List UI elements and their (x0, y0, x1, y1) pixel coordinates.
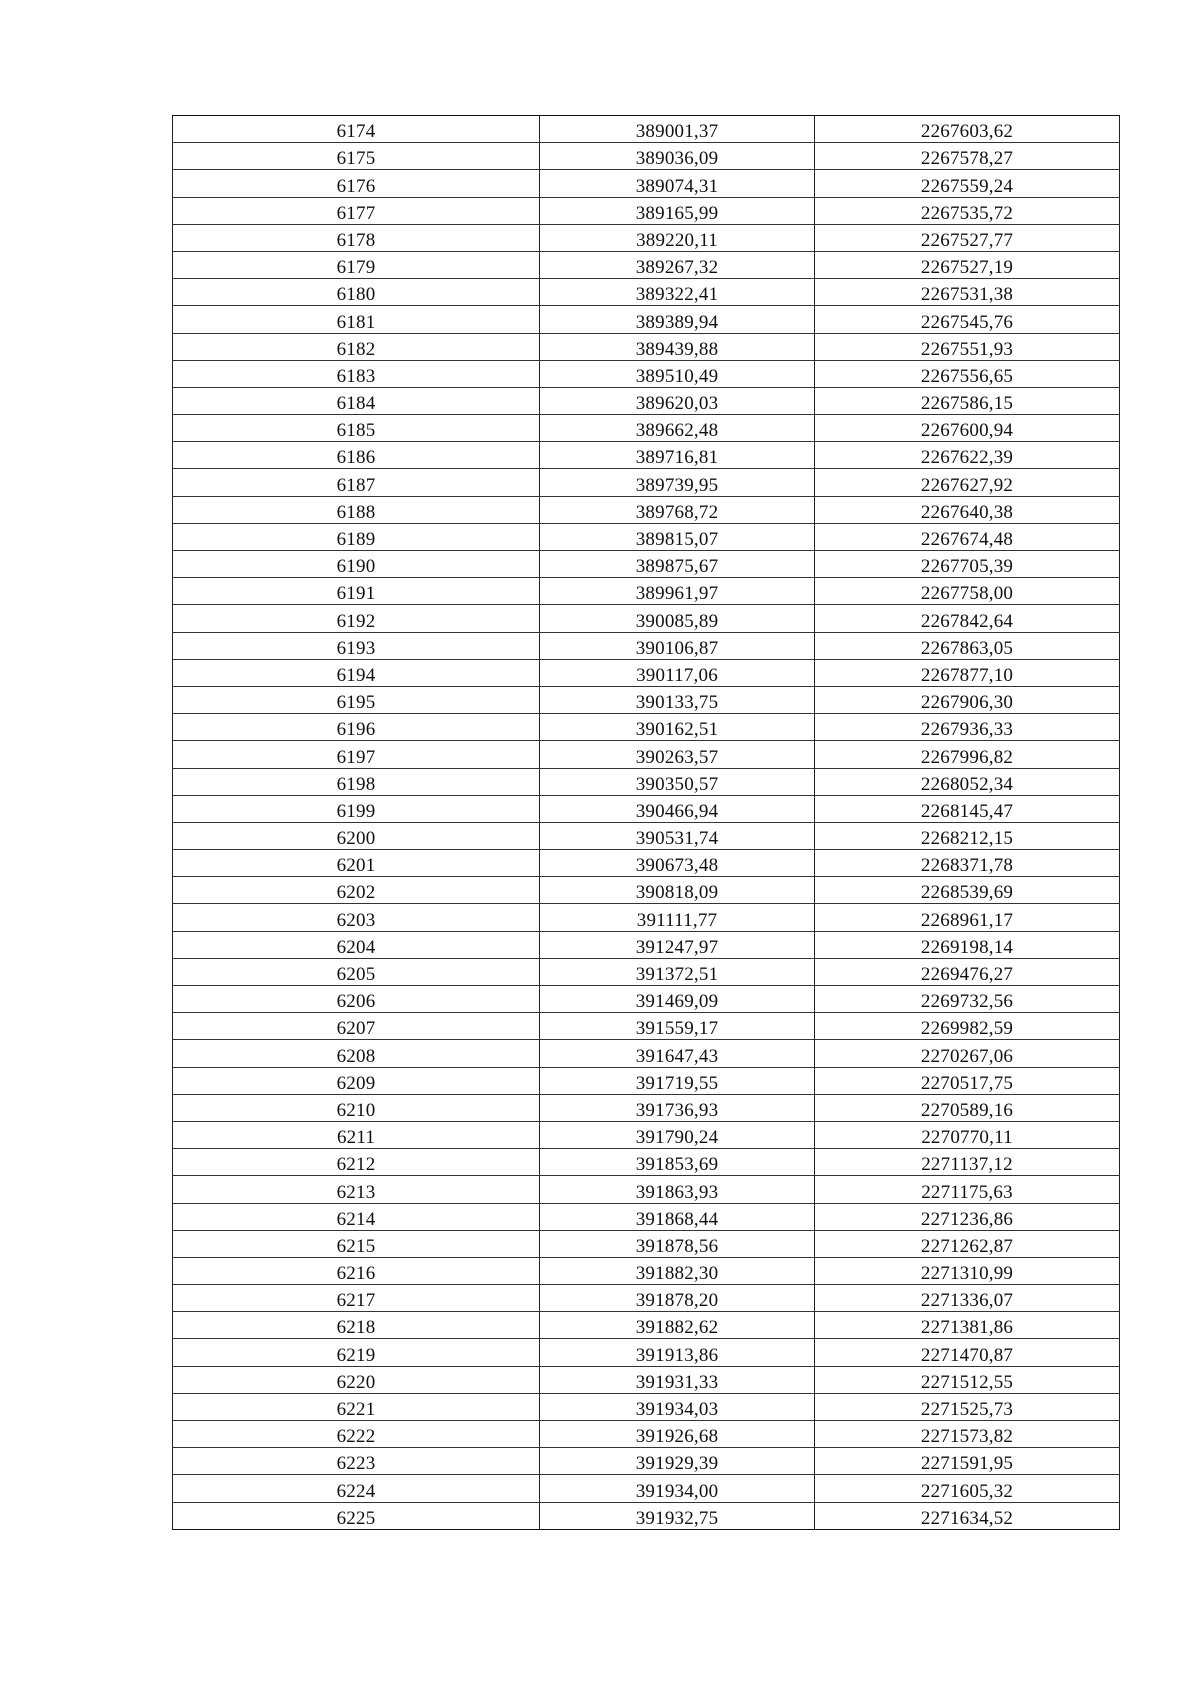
point-number-cell: 6193 (173, 632, 540, 659)
point-number-cell: 6191 (173, 578, 540, 605)
point-number-cell: 6198 (173, 768, 540, 795)
y-coordinate-cell: 2268961,17 (815, 904, 1120, 931)
table-row (173, 1312, 1120, 1339)
y-coordinate-cell: 2267996,82 (815, 741, 1120, 768)
table-row (173, 1067, 1120, 1094)
x-coordinate-cell: 389739,95 (540, 469, 815, 496)
point-number-cell: 6185 (173, 415, 540, 442)
x-coordinate-cell: 389220,11 (540, 224, 815, 251)
point-number-cell: 6183 (173, 360, 540, 387)
x-coordinate-cell: 389620,03 (540, 387, 815, 414)
x-coordinate-cell: 391932,75 (540, 1502, 815, 1529)
y-coordinate-cell: 2268212,15 (815, 822, 1120, 849)
point-number-cell: 6210 (173, 1094, 540, 1121)
y-coordinate-cell: 2267842,64 (815, 605, 1120, 632)
point-number-cell: 6181 (173, 306, 540, 333)
x-coordinate-cell: 389001,37 (540, 116, 815, 143)
y-coordinate-cell: 2267559,24 (815, 170, 1120, 197)
point-number-cell: 6219 (173, 1339, 540, 1366)
table-row (173, 659, 1120, 686)
x-coordinate-cell: 389389,94 (540, 306, 815, 333)
y-coordinate-cell: 2267535,72 (815, 197, 1120, 224)
y-coordinate-cell: 2269982,59 (815, 1013, 1120, 1040)
table-row (173, 1094, 1120, 1121)
table-row (173, 741, 1120, 768)
point-number-cell: 6195 (173, 686, 540, 713)
y-coordinate-cell: 2267527,77 (815, 224, 1120, 251)
table-row (173, 578, 1120, 605)
y-coordinate-cell: 2271175,63 (815, 1176, 1120, 1203)
point-number-cell: 6192 (173, 605, 540, 632)
table-row (173, 986, 1120, 1013)
y-coordinate-cell: 2269732,56 (815, 986, 1120, 1013)
table-row (173, 1339, 1120, 1366)
x-coordinate-cell: 391647,43 (540, 1040, 815, 1067)
x-coordinate-cell: 389074,31 (540, 170, 815, 197)
point-number-cell: 6200 (173, 822, 540, 849)
point-number-cell: 6199 (173, 795, 540, 822)
y-coordinate-cell: 2267705,39 (815, 551, 1120, 578)
point-number-cell: 6174 (173, 116, 540, 143)
y-coordinate-cell: 2271573,82 (815, 1421, 1120, 1448)
point-number-cell: 6180 (173, 279, 540, 306)
y-coordinate-cell: 2271634,52 (815, 1502, 1120, 1529)
y-coordinate-cell: 2268371,78 (815, 850, 1120, 877)
y-coordinate-cell: 2270589,16 (815, 1094, 1120, 1121)
x-coordinate-cell: 389439,88 (540, 333, 815, 360)
x-coordinate-cell: 391878,56 (540, 1230, 815, 1257)
y-coordinate-cell: 2270517,75 (815, 1067, 1120, 1094)
point-number-cell: 6212 (173, 1149, 540, 1176)
y-coordinate-cell: 2271470,87 (815, 1339, 1120, 1366)
table-row (173, 415, 1120, 442)
table-row (173, 143, 1120, 170)
table-row (173, 958, 1120, 985)
table-row (173, 686, 1120, 713)
point-number-cell: 6175 (173, 143, 540, 170)
x-coordinate-cell: 390263,57 (540, 741, 815, 768)
table-row (173, 877, 1120, 904)
table-row (173, 1203, 1120, 1230)
table-row (173, 442, 1120, 469)
point-number-cell: 6194 (173, 659, 540, 686)
x-coordinate-cell: 389267,32 (540, 251, 815, 278)
table-row (173, 197, 1120, 224)
point-number-cell: 6218 (173, 1312, 540, 1339)
y-coordinate-cell: 2267578,27 (815, 143, 1120, 170)
x-coordinate-cell: 389875,67 (540, 551, 815, 578)
point-number-cell: 6197 (173, 741, 540, 768)
y-coordinate-cell: 2269476,27 (815, 958, 1120, 985)
y-coordinate-cell: 2267627,92 (815, 469, 1120, 496)
x-coordinate-cell: 391111,77 (540, 904, 815, 931)
table-row (173, 251, 1120, 278)
table-row (173, 279, 1120, 306)
y-coordinate-cell: 2270267,06 (815, 1040, 1120, 1067)
table-row (173, 850, 1120, 877)
x-coordinate-cell: 390162,51 (540, 714, 815, 741)
x-coordinate-cell: 391882,30 (540, 1257, 815, 1284)
point-number-cell: 6205 (173, 958, 540, 985)
x-coordinate-cell: 391878,20 (540, 1285, 815, 1312)
x-coordinate-cell: 390466,94 (540, 795, 815, 822)
point-number-cell: 6179 (173, 251, 540, 278)
y-coordinate-cell: 2267863,05 (815, 632, 1120, 659)
point-number-cell: 6217 (173, 1285, 540, 1312)
x-coordinate-cell: 391931,33 (540, 1366, 815, 1393)
x-coordinate-cell: 391853,69 (540, 1149, 815, 1176)
y-coordinate-cell: 2267877,10 (815, 659, 1120, 686)
x-coordinate-cell: 391372,51 (540, 958, 815, 985)
table-row (173, 1475, 1120, 1502)
point-number-cell: 6221 (173, 1393, 540, 1420)
point-number-cell: 6202 (173, 877, 540, 904)
x-coordinate-cell: 389716,81 (540, 442, 815, 469)
x-coordinate-cell: 390818,09 (540, 877, 815, 904)
table-row (173, 333, 1120, 360)
point-number-cell: 6220 (173, 1366, 540, 1393)
y-coordinate-cell: 2267906,30 (815, 686, 1120, 713)
point-number-cell: 6215 (173, 1230, 540, 1257)
point-number-cell: 6213 (173, 1176, 540, 1203)
y-coordinate-cell: 2271236,86 (815, 1203, 1120, 1230)
y-coordinate-cell: 2267600,94 (815, 415, 1120, 442)
table-row (173, 768, 1120, 795)
x-coordinate-cell: 389322,41 (540, 279, 815, 306)
y-coordinate-cell: 2268539,69 (815, 877, 1120, 904)
y-coordinate-cell: 2270770,11 (815, 1121, 1120, 1148)
x-coordinate-cell: 390133,75 (540, 686, 815, 713)
x-coordinate-cell: 391790,24 (540, 1121, 815, 1148)
y-coordinate-cell: 2267603,62 (815, 116, 1120, 143)
x-coordinate-cell: 391929,39 (540, 1448, 815, 1475)
table-row (173, 1013, 1120, 1040)
y-coordinate-cell: 2267531,38 (815, 279, 1120, 306)
y-coordinate-cell: 2271262,87 (815, 1230, 1120, 1257)
x-coordinate-cell: 391559,17 (540, 1013, 815, 1040)
table-row (173, 822, 1120, 849)
x-coordinate-cell: 391926,68 (540, 1421, 815, 1448)
point-number-cell: 6182 (173, 333, 540, 360)
x-coordinate-cell: 391868,44 (540, 1203, 815, 1230)
table-row (173, 1502, 1120, 1529)
x-coordinate-cell: 391882,62 (540, 1312, 815, 1339)
table-row (173, 116, 1120, 143)
table-row (173, 1149, 1120, 1176)
point-number-cell: 6178 (173, 224, 540, 251)
table-row (173, 224, 1120, 251)
x-coordinate-cell: 389036,09 (540, 143, 815, 170)
y-coordinate-cell: 2269198,14 (815, 931, 1120, 958)
table-row (173, 931, 1120, 958)
x-coordinate-cell: 391736,93 (540, 1094, 815, 1121)
y-coordinate-cell: 2271605,32 (815, 1475, 1120, 1502)
table-row (173, 605, 1120, 632)
point-number-cell: 6222 (173, 1421, 540, 1448)
point-number-cell: 6216 (173, 1257, 540, 1284)
table-row (173, 469, 1120, 496)
point-number-cell: 6186 (173, 442, 540, 469)
x-coordinate-cell: 389768,72 (540, 496, 815, 523)
y-coordinate-cell: 2267674,48 (815, 523, 1120, 550)
coordinates-table (172, 115, 1120, 1530)
point-number-cell: 6201 (173, 850, 540, 877)
point-number-cell: 6211 (173, 1121, 540, 1148)
point-number-cell: 6188 (173, 496, 540, 523)
y-coordinate-cell: 2271336,07 (815, 1285, 1120, 1312)
table-row (173, 632, 1120, 659)
x-coordinate-cell: 389961,97 (540, 578, 815, 605)
x-coordinate-cell: 389510,49 (540, 360, 815, 387)
y-coordinate-cell: 2268145,47 (815, 795, 1120, 822)
y-coordinate-cell: 2267527,19 (815, 251, 1120, 278)
y-coordinate-cell: 2268052,34 (815, 768, 1120, 795)
point-number-cell: 6184 (173, 387, 540, 414)
y-coordinate-cell: 2271310,99 (815, 1257, 1120, 1284)
point-number-cell: 6177 (173, 197, 540, 224)
table-row (173, 904, 1120, 931)
table-row (173, 1421, 1120, 1448)
table-row (173, 1366, 1120, 1393)
table-row (173, 1176, 1120, 1203)
table-row (173, 1230, 1120, 1257)
y-coordinate-cell: 2267586,15 (815, 387, 1120, 414)
y-coordinate-cell: 2271591,95 (815, 1448, 1120, 1475)
x-coordinate-cell: 391863,93 (540, 1176, 815, 1203)
table-row (173, 714, 1120, 741)
table-row (173, 1040, 1120, 1067)
y-coordinate-cell: 2267551,93 (815, 333, 1120, 360)
point-number-cell: 6204 (173, 931, 540, 958)
x-coordinate-cell: 390673,48 (540, 850, 815, 877)
x-coordinate-cell: 389662,48 (540, 415, 815, 442)
table-row (173, 1448, 1120, 1475)
table-row (173, 1285, 1120, 1312)
table-row (173, 170, 1120, 197)
x-coordinate-cell: 391913,86 (540, 1339, 815, 1366)
x-coordinate-cell: 390531,74 (540, 822, 815, 849)
point-number-cell: 6196 (173, 714, 540, 741)
point-number-cell: 6206 (173, 986, 540, 1013)
point-number-cell: 6187 (173, 469, 540, 496)
x-coordinate-cell: 391247,97 (540, 931, 815, 958)
point-number-cell: 6203 (173, 904, 540, 931)
table-row (173, 1257, 1120, 1284)
x-coordinate-cell: 390117,06 (540, 659, 815, 686)
point-number-cell: 6214 (173, 1203, 540, 1230)
coordinates-table-body (173, 116, 1120, 1530)
y-coordinate-cell: 2267936,33 (815, 714, 1120, 741)
table-row (173, 551, 1120, 578)
point-number-cell: 6224 (173, 1475, 540, 1502)
point-number-cell: 6208 (173, 1040, 540, 1067)
table-row (173, 1121, 1120, 1148)
table-row (173, 360, 1120, 387)
point-number-cell: 6209 (173, 1067, 540, 1094)
y-coordinate-cell: 2267758,00 (815, 578, 1120, 605)
table-row (173, 496, 1120, 523)
y-coordinate-cell: 2267640,38 (815, 496, 1120, 523)
table-row (173, 306, 1120, 333)
table-row (173, 795, 1120, 822)
y-coordinate-cell: 2267556,65 (815, 360, 1120, 387)
y-coordinate-cell: 2271381,86 (815, 1312, 1120, 1339)
x-coordinate-cell: 389815,07 (540, 523, 815, 550)
x-coordinate-cell: 391469,09 (540, 986, 815, 1013)
point-number-cell: 6190 (173, 551, 540, 578)
x-coordinate-cell: 389165,99 (540, 197, 815, 224)
table-row (173, 387, 1120, 414)
x-coordinate-cell: 390350,57 (540, 768, 815, 795)
point-number-cell: 6225 (173, 1502, 540, 1529)
y-coordinate-cell: 2267622,39 (815, 442, 1120, 469)
point-number-cell: 6189 (173, 523, 540, 550)
point-number-cell: 6176 (173, 170, 540, 197)
point-number-cell: 6207 (173, 1013, 540, 1040)
x-coordinate-cell: 390106,87 (540, 632, 815, 659)
table-row (173, 523, 1120, 550)
table-row (173, 1393, 1120, 1420)
x-coordinate-cell: 391719,55 (540, 1067, 815, 1094)
x-coordinate-cell: 391934,00 (540, 1475, 815, 1502)
y-coordinate-cell: 2271137,12 (815, 1149, 1120, 1176)
point-number-cell: 6223 (173, 1448, 540, 1475)
x-coordinate-cell: 391934,03 (540, 1393, 815, 1420)
y-coordinate-cell: 2271512,55 (815, 1366, 1120, 1393)
y-coordinate-cell: 2267545,76 (815, 306, 1120, 333)
x-coordinate-cell: 390085,89 (540, 605, 815, 632)
y-coordinate-cell: 2271525,73 (815, 1393, 1120, 1420)
